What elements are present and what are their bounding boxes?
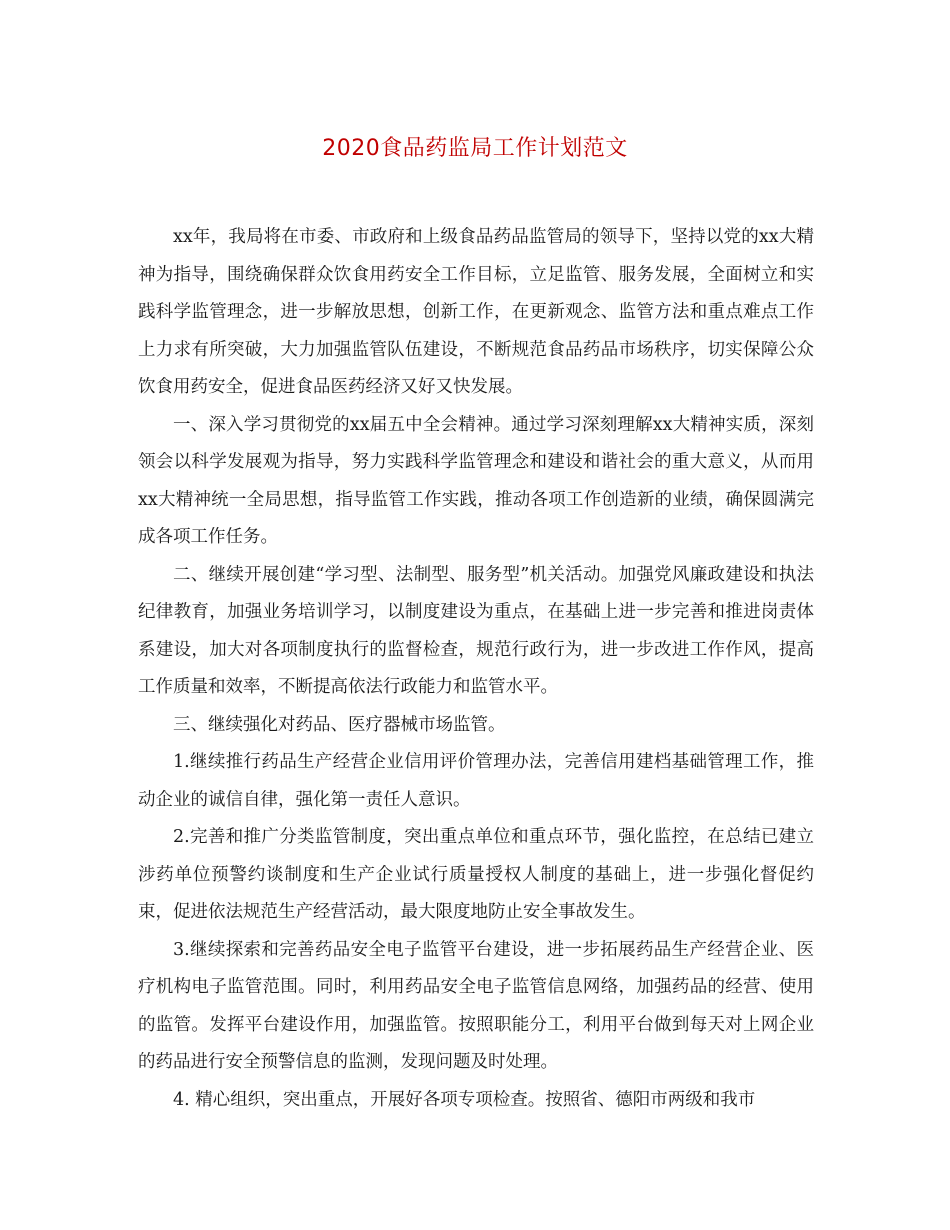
paragraph-section-1: 一、深入学习贯彻党的xx届五中全会精神。通过学习深刻理解xx大精神实质，深刻领会以科学发展观为指导，努力实践科学监管理念和建设和谐社会的重大意义，从而用xx大精神统一全局思想，指导监管工作实践，推动各项工作创造新的业绩，确保圆满完成各项工作任务。 — [138, 414, 814, 547]
document-body — [138, 219, 814, 1119]
paragraph-section-3-heading: 三、继续强化对药品、医疗器械市场监管。 — [173, 714, 506, 735]
paragraph-item-4: 4. 精心组织，突出重点，开展好各项专项检查。按照省、德阳市两级和我市 — [173, 1089, 756, 1110]
paragraph-item-2: 2.完善和推广分类监管制度，突出重点单位和重点环节，强化监控，在总结已建立涉药单位预警约谈制度和生产企业试行质量授权人制度的基础上，进一步强化督促约束，促进依法规范生产经营活动，最大限度地防止安全事故发生。 — [138, 827, 814, 922]
paragraph-item-3: 3.继续探索和完善药品安全电子监管平台建设，进一步拓展药品生产经营企业、医疗机构电子监管范围。同时，利用药品安全电子监管信息网络，加强药品的经营、使用的监管。发挥平台建设作用，加强监管。按照职能分工，利用平台做到每天对上网企业的药品进行安全预警信息的监测，发现问题及时处理。 — [138, 939, 814, 1072]
paragraph-item-1: 1.继续推行药品生产经营企业信用评价管理办法，完善信用建档基础管理工作，推动企业的诚信自律，强化第一责任人意识。 — [138, 752, 814, 810]
document-title: 2020食品药监局工作计划范文 — [322, 136, 628, 161]
paragraph-intro: xx年，我局将在市委、市政府和上级食品药品监管局的领导下，坚持以党的xx大精神为指导，围绕确保群众饮食用药安全工作目标，立足监管、服务发展，全面树立和实践科学监管理念，进一步解放思想，创新工作，在更新观念、监管方法和重点难点工作上力求有所突破，大力加强监管队伍建设，不断规范食品药品市场秩序，切实保障公众饮食用药安全，促进食品医药经济又好又快发展。 — [138, 227, 814, 397]
paragraph-section-2: 二、继续开展创建“学习型、法制型、服务型”机关活动。加强党风廉政建设和执法纪律教育，加强业务培训学习，以制度建设为重点，在基础上进一步完善和推进岗责体系建设，加大对各项制度执行的监督检查，规范行政行为，进一步改进工作作风，提高工作质量和效率，不断提高依法行政能力和监管水平。 — [138, 564, 814, 697]
